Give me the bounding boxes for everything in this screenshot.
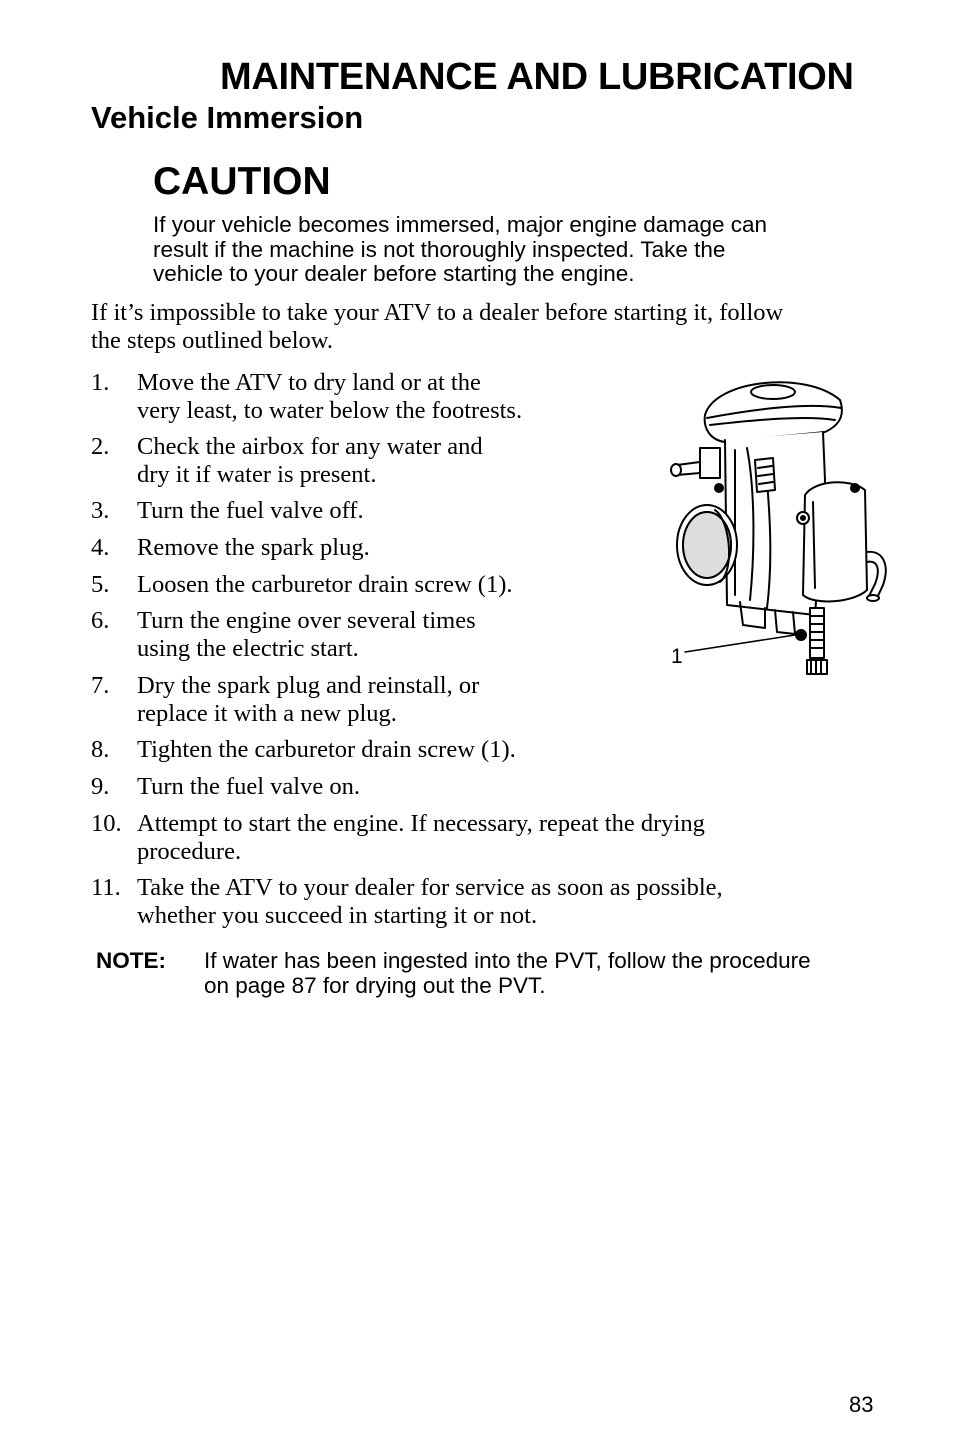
intro-line: If it’s impossible to take your ATV to a dealer before starting it, follow bbox=[91, 299, 784, 326]
step-number: 11. bbox=[91, 874, 121, 901]
step-number: 10. bbox=[91, 810, 122, 837]
caution-heading: CAUTION bbox=[153, 160, 331, 203]
step-number: 4. bbox=[91, 534, 110, 561]
caution-line: result if the machine is not thoroughly inspected. Take the bbox=[153, 236, 726, 262]
step-line: Take the ATV to your dealer for service as soon as possible, bbox=[137, 874, 723, 901]
step-line: Loosen the carburetor drain screw (1). bbox=[137, 571, 513, 598]
section-title: Vehicle Immersion bbox=[91, 100, 364, 135]
page-title: MAINTENANCE AND LUBRICATION bbox=[220, 56, 854, 98]
step-line: Move the ATV to dry land or at the bbox=[137, 369, 481, 396]
step-number: 6. bbox=[91, 607, 110, 634]
step-number: 9. bbox=[91, 773, 110, 800]
carburetor-illustration bbox=[655, 370, 895, 690]
note-line: If water has been ingested into the PVT, follow the procedure bbox=[204, 948, 811, 973]
step-line: procedure. bbox=[137, 838, 242, 865]
step-number: 3. bbox=[91, 497, 110, 524]
step-number: 7. bbox=[91, 672, 110, 699]
caution-text bbox=[153, 213, 873, 287]
caution-line: If your vehicle becomes immersed, major engine damage can bbox=[153, 212, 768, 237]
step-number: 8. bbox=[91, 736, 110, 763]
step-line: Turn the engine over several times bbox=[137, 607, 476, 634]
page-number: 83 bbox=[849, 1392, 874, 1417]
step-line: Remove the spark plug. bbox=[137, 534, 370, 561]
step-line: Dry the spark plug and reinstall, or bbox=[137, 672, 480, 699]
step-line: very least, to water below the footrests. bbox=[137, 397, 523, 424]
callout-label: 1 bbox=[671, 645, 683, 668]
step-line: Turn the fuel valve on. bbox=[137, 773, 360, 800]
step-line: Turn the fuel valve off. bbox=[137, 497, 364, 524]
step-line: Check the airbox for any water and bbox=[137, 433, 483, 460]
step-line: whether you succeed in starting it or not. bbox=[137, 902, 538, 929]
intro-paragraph bbox=[91, 299, 891, 355]
step-line: Attempt to start the engine. If necessary, repeat the drying bbox=[137, 810, 705, 837]
step-number: 1. bbox=[91, 369, 110, 396]
intro-line: the steps outlined below. bbox=[91, 327, 334, 354]
caution-line: vehicle to your dealer before starting the engine. bbox=[153, 261, 635, 286]
note-label: NOTE: bbox=[96, 948, 166, 973]
step-line: using the electric start. bbox=[137, 635, 359, 662]
note-line: on page 87 for drying out the PVT. bbox=[204, 973, 546, 998]
step-line: replace it with a new plug. bbox=[137, 700, 397, 727]
step-line: Tighten the carburetor drain screw (1). bbox=[137, 736, 516, 763]
step-number: 2. bbox=[91, 433, 110, 460]
step-number: 5. bbox=[91, 571, 110, 598]
step-line: dry it if water is present. bbox=[137, 461, 377, 488]
